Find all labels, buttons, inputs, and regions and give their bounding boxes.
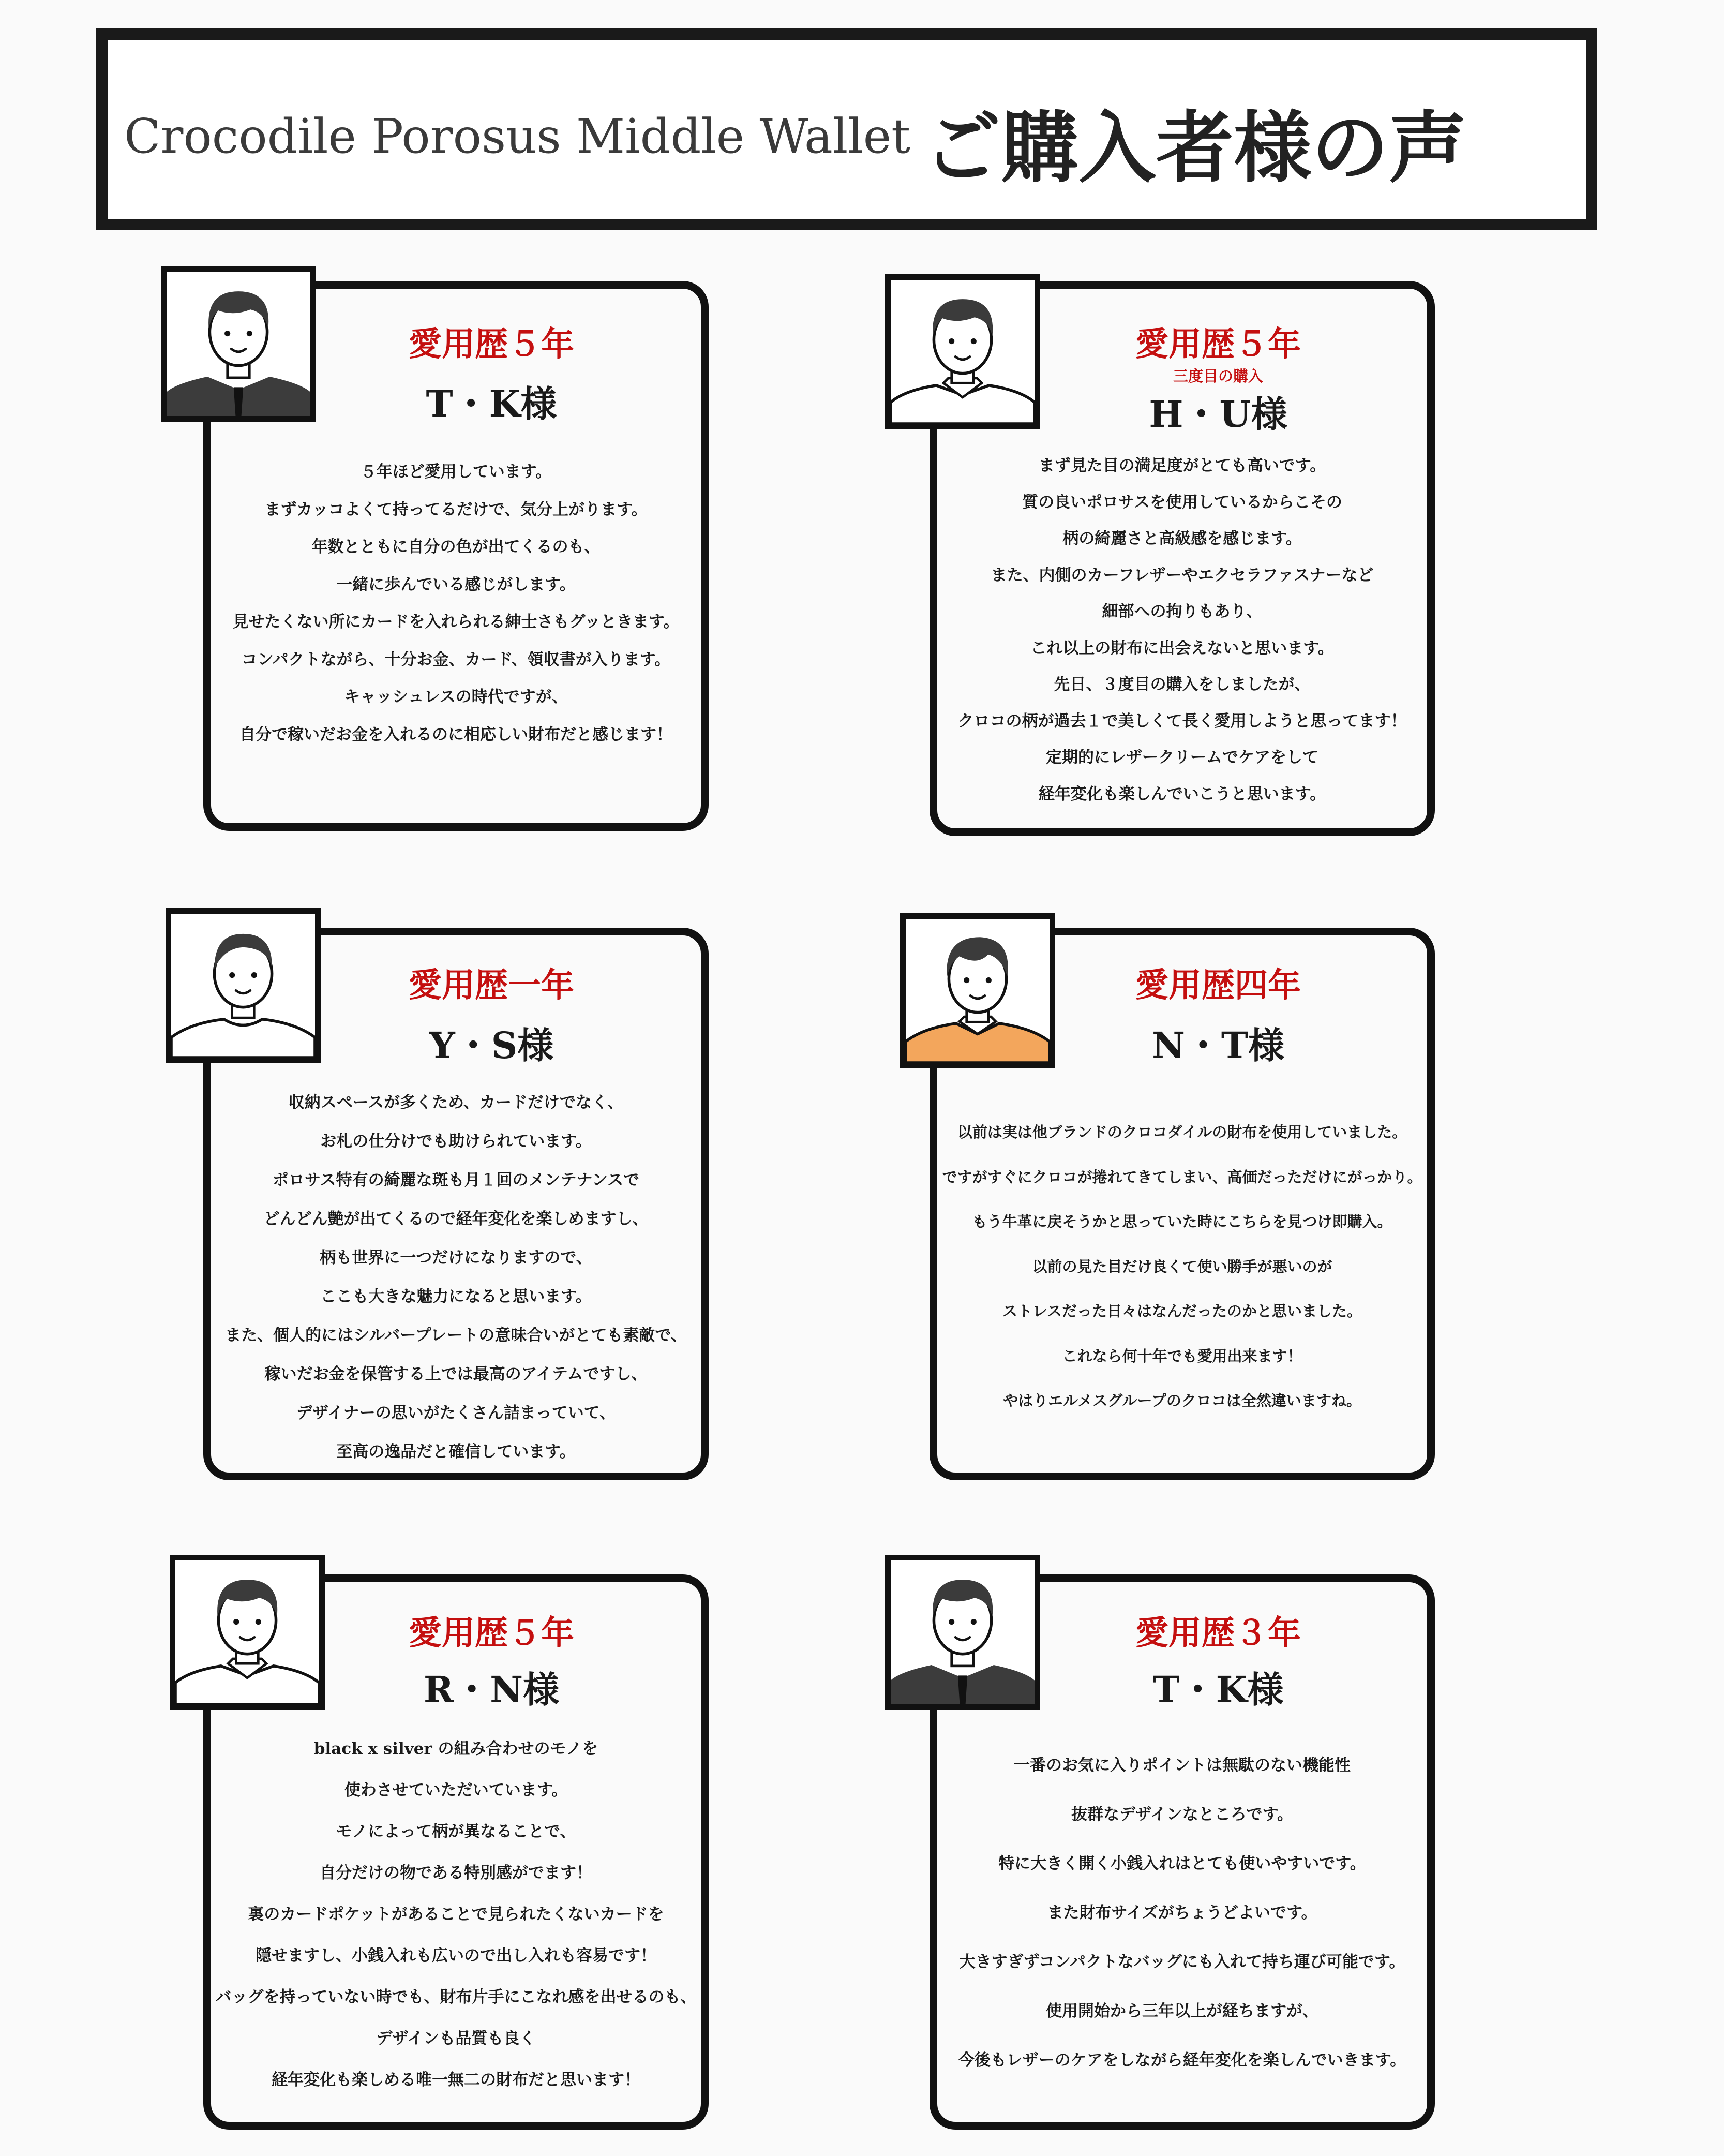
review-line: 以前は実は他ブランドのクロコダイルの財布を使用していました。 (957, 1123, 1407, 1141)
shirt-man-icon (170, 1555, 325, 1710)
review-line: もう牛革に戻そうかと思っていた時にこちらを見つけ即購入。 (972, 1213, 1392, 1230)
review-line: どんどん艶が出てくるので経年変化を楽しめますし、 (263, 1210, 649, 1228)
review-body (933, 448, 1431, 812)
review-years: 愛用歴５年 (1135, 325, 1301, 364)
review-line: 隠せますし、小銭入れも広いので出し入れも容易です！ (256, 1946, 656, 1965)
review-years: 愛用歴一年 (409, 966, 574, 1005)
review-years: 愛用歴四年 (1135, 966, 1301, 1005)
review-body (933, 1741, 1431, 2085)
review-line: 稼いだお金を保管する上では最高のアイテムですし、 (264, 1365, 648, 1384)
review-line: ここも大きな魅力になると思います。 (320, 1287, 592, 1306)
review-body (207, 1728, 705, 2101)
review-line: 大きすぎずコンパクトなバッグにも入れて持ち運び可能です。 (959, 1953, 1405, 1971)
review-line: クロコの柄が過去１で美しくて長く愛用しようと思ってます！ (957, 711, 1407, 731)
orange-sweater-man-icon (900, 913, 1055, 1068)
review-line: 自分だけの物である特別感がでます！ (320, 1864, 592, 1882)
suit-man-icon (885, 1555, 1040, 1710)
review-line: 今後もレザーのケアをしながら経年変化を楽しんでいきます。 (958, 2051, 1406, 2070)
review-line: 定期的にレザークリームでケアをして (1046, 748, 1318, 767)
shirt-man-icon (885, 274, 1040, 429)
review-line: デザイナーの思いがたくさん詰まっていて、 (296, 1404, 616, 1422)
review-line: デザインも品質も良く (376, 2029, 536, 2048)
review-line: まずカッコよくて持ってるだけで、気分上がります。 (264, 500, 648, 519)
review-body (207, 1083, 705, 1471)
review-years: 愛用歴５年 (409, 325, 574, 364)
review-line: また財布サイズがちょうどよいです。 (1047, 1904, 1317, 1922)
review-years: 愛用歴５年 (409, 1614, 574, 1653)
review-line: コンパクトながら、十分お金、カード、領収書が入ります。 (241, 650, 671, 669)
review-line: 一緒に歩んでいる感じがします。 (336, 575, 576, 594)
review-years: 愛用歴３年 (1135, 1614, 1301, 1653)
review-line: ストレスだった日々はなんだったのかと思いました。 (1002, 1302, 1362, 1320)
review-line: 年数とともに自分の色が出てくるのも、 (311, 538, 601, 556)
review-body (207, 453, 705, 753)
review-line: また、個人的にはシルバープレートの意味合いがとても素敵で、 (225, 1326, 687, 1345)
review-line: 質の良いポロサスを使用しているからこその (1022, 493, 1342, 512)
review-name: H・U様 (1149, 393, 1287, 436)
review-line: 柄の綺麗さと高級感を感じます。 (1062, 529, 1302, 548)
review-line: 一番のお気に入りポイントは無駄のない機能性 (1014, 1756, 1351, 1775)
review-line: バッグを持っていない時でも、財布片手にこなれ感を出せるのも、 (215, 1988, 697, 2006)
review-line: 細部への拘りもあり、 (1102, 602, 1263, 621)
review-line: また、内側のカーフレザーやエクセラファスナーなど (991, 566, 1374, 585)
review-line: ですがすぐにクロコが捲れてきてしまい、高価だっただけにがっかり。 (942, 1168, 1422, 1186)
review-line: 経年変化も楽しめる唯一無二の財布だと思います！ (272, 2071, 640, 2089)
review-line: これなら何十年でも愛用出来ます！ (1062, 1347, 1302, 1365)
review-name: T・K様 (1152, 1668, 1284, 1711)
review-line: 自分で稼いだお金を入れるのに相応しい財布だと感じます！ (239, 725, 672, 744)
review-line: 以前の見た目だけ良くて使い勝手が悪いのが (1032, 1257, 1332, 1275)
header-title-jp: ご購入者様の声 (923, 102, 1467, 194)
review-line: 裏のカードポケットがあることで見られたくないカードを (248, 1905, 664, 1924)
tshirt-man-icon (166, 908, 321, 1063)
review-line: モノによって柄が異なることで、 (336, 1822, 576, 1841)
review-line: キャッシュレスの時代ですが、 (344, 688, 568, 706)
review-line: 使わさせていただいています。 (344, 1781, 568, 1800)
review-line: 収納スペースが多くため、カードだけでなく、 (288, 1093, 624, 1112)
review-line: black x silver の組み合わせのモノを (313, 1739, 598, 1758)
review-line: 見せたくない所にカードを入れられる紳士さもグッときます。 (232, 613, 680, 631)
review-line: ポロサス特有の綺麗な斑も月１回のメンテナンスで (272, 1171, 640, 1189)
review-line: 抜群なデザインなところです。 (1071, 1805, 1294, 1824)
suit-man-icon (161, 266, 316, 422)
review-name: Y・S様 (429, 1024, 554, 1067)
review-line: 至高の逸品だと確信しています。 (336, 1443, 576, 1461)
review-body (933, 1110, 1431, 1423)
review-line: 特に大きく開く小銭入れはとても使いやすいです。 (998, 1854, 1366, 1873)
review-line: ５年ほど愛用しています。 (360, 463, 552, 481)
review-line: やはりエルメスグループのクロコは全然違いますね。 (1003, 1392, 1361, 1409)
review-line: 柄も世界に一つだけになりますので、 (320, 1248, 592, 1267)
review-line: 先日、３度目の購入をしましたが、 (1054, 675, 1311, 694)
review-line: これ以上の財布に出会えないと思います。 (1030, 638, 1334, 658)
review-name: T・K様 (426, 382, 557, 425)
review-line: お札の仕分けでも助けられています。 (320, 1132, 592, 1151)
review-line: まず見た目の満足度がとても高いです。 (1038, 456, 1326, 475)
review-name: N・T様 (1151, 1024, 1285, 1067)
review-note: 三度目の購入 (1173, 367, 1263, 385)
header-title-en: Crocodile Porosus Middle Wallet (124, 109, 911, 164)
review-line: 経年変化も楽しんでいこうと思います。 (1038, 784, 1326, 804)
review-name: R・N様 (423, 1668, 560, 1711)
review-line: 使用開始から三年以上が経ちますが、 (1046, 2002, 1318, 2020)
